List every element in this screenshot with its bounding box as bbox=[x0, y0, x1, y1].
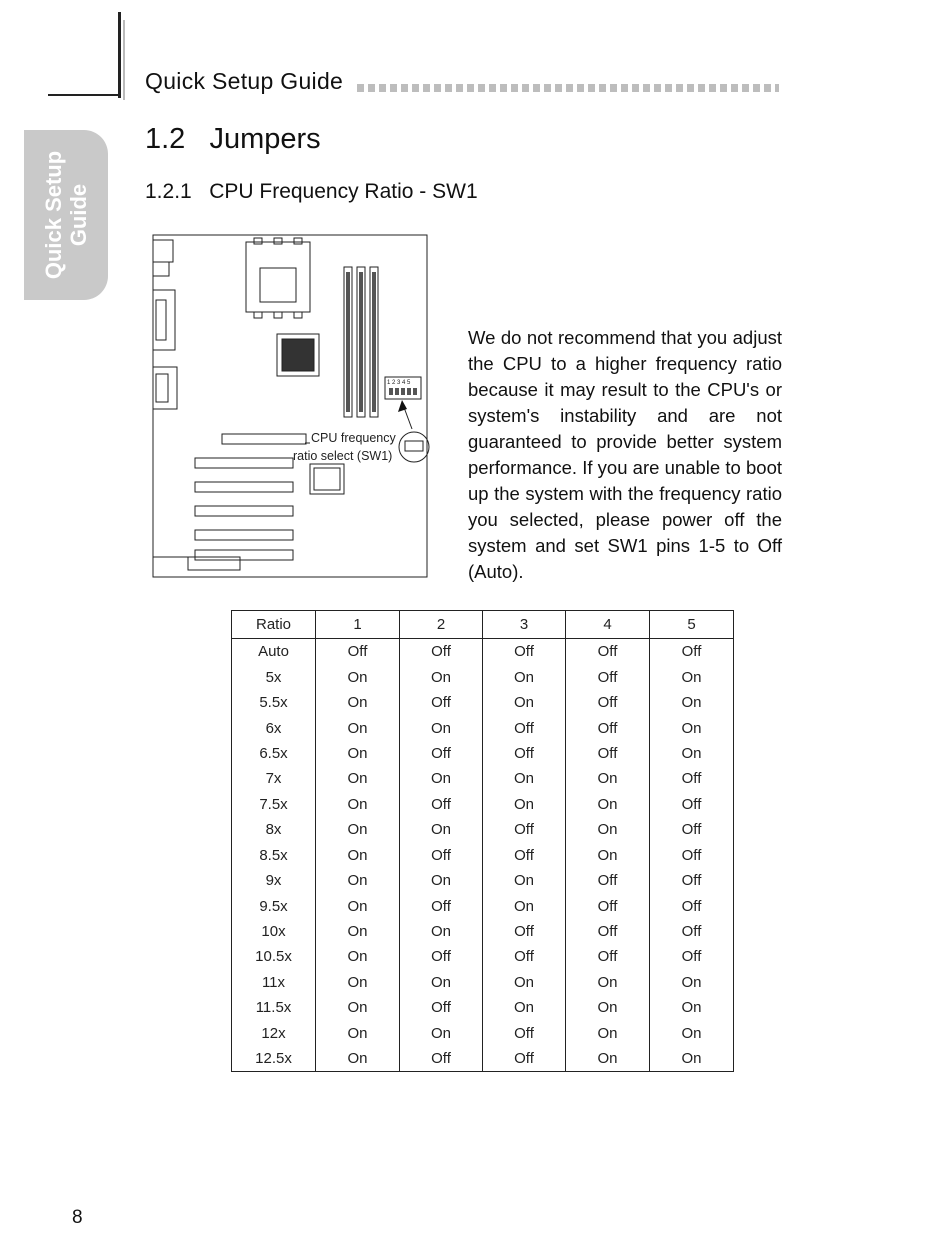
table-row bbox=[232, 919, 734, 944]
side-tab-line2: Guide bbox=[66, 183, 91, 247]
pin-setting-cell: Off bbox=[566, 893, 650, 918]
pin-setting-cell: Off bbox=[483, 944, 566, 969]
header-cell-pin5: 5 bbox=[650, 611, 734, 639]
header-cell-pin2: 2 bbox=[400, 611, 483, 639]
ratio-cell: 9x bbox=[232, 868, 316, 893]
ratio-cell: 6.5x bbox=[232, 741, 316, 766]
ratio-cell: 5x bbox=[232, 664, 316, 689]
pin-setting-cell: On bbox=[400, 817, 483, 842]
header-cell-pin1: 1 bbox=[316, 611, 400, 639]
ratio-cell: 10.5x bbox=[232, 944, 316, 969]
table-row bbox=[232, 664, 734, 689]
table-row bbox=[232, 1021, 734, 1046]
warning-paragraph: We do not recommend that you adjust the CPU to a higher frequency ratio because it may result to the CPU's or system's instability and are not guaranteed to provide better system performance. If you are unable to boot up the system with the frequency ratio you selected, please power off the system and set SW1 pins 1-5 to Off (Auto). bbox=[468, 327, 782, 582]
pin-setting-cell: Off bbox=[650, 893, 734, 918]
table-row bbox=[232, 817, 734, 842]
frequency-ratio-table bbox=[231, 610, 734, 1072]
pin-setting-cell: Off bbox=[650, 843, 734, 868]
pin-setting-cell: Off bbox=[650, 639, 734, 665]
pin-setting-cell: On bbox=[316, 944, 400, 969]
switch-pin-numbers: 1 2 3 4 5 bbox=[387, 380, 411, 386]
pin-setting-cell: Off bbox=[650, 792, 734, 817]
pin-setting-cell: On bbox=[316, 893, 400, 918]
section-title: 1.2 Jumpers bbox=[145, 123, 321, 155]
pin-setting-cell: On bbox=[483, 970, 566, 995]
crop-mark-vertical bbox=[118, 12, 121, 98]
table-row bbox=[232, 766, 734, 791]
side-tab-line1: Quick Setup bbox=[41, 150, 66, 280]
pin-setting-cell: Off bbox=[566, 664, 650, 689]
pin-setting-cell: Off bbox=[566, 690, 650, 715]
pin-setting-cell: On bbox=[400, 919, 483, 944]
pin-setting-cell: On bbox=[566, 1046, 650, 1072]
table-row bbox=[232, 868, 734, 893]
pin-setting-cell: On bbox=[483, 664, 566, 689]
pin-setting-cell: On bbox=[400, 970, 483, 995]
ratio-cell: 9.5x bbox=[232, 893, 316, 918]
crop-mark-horizontal bbox=[48, 94, 120, 96]
pin-setting-cell: On bbox=[483, 893, 566, 918]
pin-setting-cell: On bbox=[316, 715, 400, 740]
pin-setting-cell: Off bbox=[400, 792, 483, 817]
pin-setting-cell: On bbox=[650, 741, 734, 766]
pin-setting-cell: On bbox=[650, 1046, 734, 1072]
table-row bbox=[232, 690, 734, 715]
pin-setting-cell: Off bbox=[316, 639, 400, 665]
pin-setting-cell: On bbox=[316, 843, 400, 868]
pin-setting-cell: On bbox=[316, 868, 400, 893]
pin-setting-cell: On bbox=[316, 970, 400, 995]
crop-mark-shadow bbox=[123, 20, 125, 100]
header-dotted-rule bbox=[357, 84, 779, 92]
pin-setting-cell: On bbox=[650, 715, 734, 740]
pin-setting-cell: Off bbox=[566, 715, 650, 740]
table-row bbox=[232, 639, 734, 665]
running-header-title: Quick Setup Guide bbox=[145, 68, 344, 94]
pin-setting-cell: Off bbox=[483, 1021, 566, 1046]
pin-setting-cell: On bbox=[400, 664, 483, 689]
side-tab-label bbox=[41, 151, 91, 279]
pin-setting-cell: On bbox=[483, 792, 566, 817]
pin-setting-cell: On bbox=[650, 664, 734, 689]
pin-setting-cell: Off bbox=[483, 715, 566, 740]
pin-setting-cell: On bbox=[316, 995, 400, 1020]
pin-setting-cell: On bbox=[400, 868, 483, 893]
pin-setting-cell: On bbox=[566, 1021, 650, 1046]
pin-setting-cell: Off bbox=[483, 639, 566, 665]
diagram-callout-line2: ratio select (SW1) bbox=[293, 449, 393, 463]
pin-setting-cell: Off bbox=[400, 741, 483, 766]
ratio-cell: 11x bbox=[232, 970, 316, 995]
pin-setting-cell: Off bbox=[483, 741, 566, 766]
ratio-cell: 7x bbox=[232, 766, 316, 791]
pin-setting-cell: On bbox=[316, 1021, 400, 1046]
ratio-cell: 10x bbox=[232, 919, 316, 944]
table-row bbox=[232, 995, 734, 1020]
pin-setting-cell: Off bbox=[650, 919, 734, 944]
pin-setting-cell: Off bbox=[400, 944, 483, 969]
ratio-cell: 6x bbox=[232, 715, 316, 740]
motherboard-diagram bbox=[150, 232, 430, 582]
pin-setting-cell: On bbox=[650, 1021, 734, 1046]
ratio-cell: 11.5x bbox=[232, 995, 316, 1020]
pin-setting-cell: On bbox=[650, 970, 734, 995]
ratio-cell: 12x bbox=[232, 1021, 316, 1046]
pin-setting-cell: On bbox=[316, 766, 400, 791]
pin-setting-cell: Off bbox=[650, 944, 734, 969]
table-row bbox=[232, 1046, 734, 1072]
pin-setting-cell: Off bbox=[566, 944, 650, 969]
subsection-title: 1.2.1 CPU Frequency Ratio - SW1 bbox=[145, 180, 478, 203]
pin-setting-cell: On bbox=[400, 715, 483, 740]
header-cell-pin3: 3 bbox=[483, 611, 566, 639]
pin-setting-cell: On bbox=[650, 690, 734, 715]
ratio-cell: 8.5x bbox=[232, 843, 316, 868]
pin-setting-cell: On bbox=[316, 1046, 400, 1072]
table-row bbox=[232, 944, 734, 969]
pin-setting-cell: On bbox=[566, 817, 650, 842]
header-cell-pin4: 4 bbox=[566, 611, 650, 639]
ratio-cell: 8x bbox=[232, 817, 316, 842]
pin-setting-cell: Off bbox=[483, 843, 566, 868]
pin-setting-cell: Off bbox=[483, 817, 566, 842]
ratio-cell: 7.5x bbox=[232, 792, 316, 817]
pin-setting-cell: On bbox=[316, 690, 400, 715]
pin-setting-cell: On bbox=[316, 919, 400, 944]
pin-setting-cell: On bbox=[400, 766, 483, 791]
pin-setting-cell: Off bbox=[650, 817, 734, 842]
pin-setting-cell: On bbox=[566, 970, 650, 995]
pin-setting-cell: Off bbox=[400, 639, 483, 665]
pin-setting-cell: On bbox=[400, 1021, 483, 1046]
pin-setting-cell: On bbox=[566, 843, 650, 868]
pin-setting-cell: On bbox=[650, 995, 734, 1020]
table-row bbox=[232, 715, 734, 740]
pin-setting-cell: Off bbox=[400, 995, 483, 1020]
table-row bbox=[232, 893, 734, 918]
pin-setting-cell: On bbox=[483, 995, 566, 1020]
table-row bbox=[232, 741, 734, 766]
pin-setting-cell: On bbox=[316, 792, 400, 817]
pin-setting-cell: Off bbox=[400, 1046, 483, 1072]
table-row bbox=[232, 843, 734, 868]
pin-setting-cell: On bbox=[566, 766, 650, 791]
pin-setting-cell: Off bbox=[566, 868, 650, 893]
table-row bbox=[232, 792, 734, 817]
pin-setting-cell: On bbox=[483, 766, 566, 791]
header-cell-ratio: Ratio bbox=[232, 611, 316, 639]
pin-setting-cell: Off bbox=[483, 919, 566, 944]
pin-setting-cell: Off bbox=[566, 919, 650, 944]
table-body bbox=[232, 639, 734, 1072]
pin-setting-cell: On bbox=[316, 741, 400, 766]
table-header-row bbox=[232, 611, 734, 639]
pin-setting-cell: Off bbox=[400, 690, 483, 715]
pin-setting-cell: On bbox=[316, 664, 400, 689]
page-number: 8 bbox=[72, 1207, 83, 1228]
pin-setting-cell: Off bbox=[400, 843, 483, 868]
pin-setting-cell: Off bbox=[400, 893, 483, 918]
pin-setting-cell: Off bbox=[566, 639, 650, 665]
pin-setting-cell: On bbox=[483, 868, 566, 893]
pin-setting-cell: On bbox=[483, 690, 566, 715]
ratio-cell: Auto bbox=[232, 639, 316, 665]
pin-setting-cell: On bbox=[566, 792, 650, 817]
pin-setting-cell: Off bbox=[483, 1046, 566, 1072]
pin-setting-cell: Off bbox=[650, 868, 734, 893]
pin-setting-cell: On bbox=[566, 995, 650, 1020]
table-row bbox=[232, 970, 734, 995]
pin-setting-cell: Off bbox=[566, 741, 650, 766]
ratio-cell: 5.5x bbox=[232, 690, 316, 715]
ratio-cell: 12.5x bbox=[232, 1046, 316, 1072]
pin-setting-cell: On bbox=[316, 817, 400, 842]
pin-setting-cell: Off bbox=[650, 766, 734, 791]
diagram-callout-line1: CPU frequency bbox=[311, 431, 396, 445]
